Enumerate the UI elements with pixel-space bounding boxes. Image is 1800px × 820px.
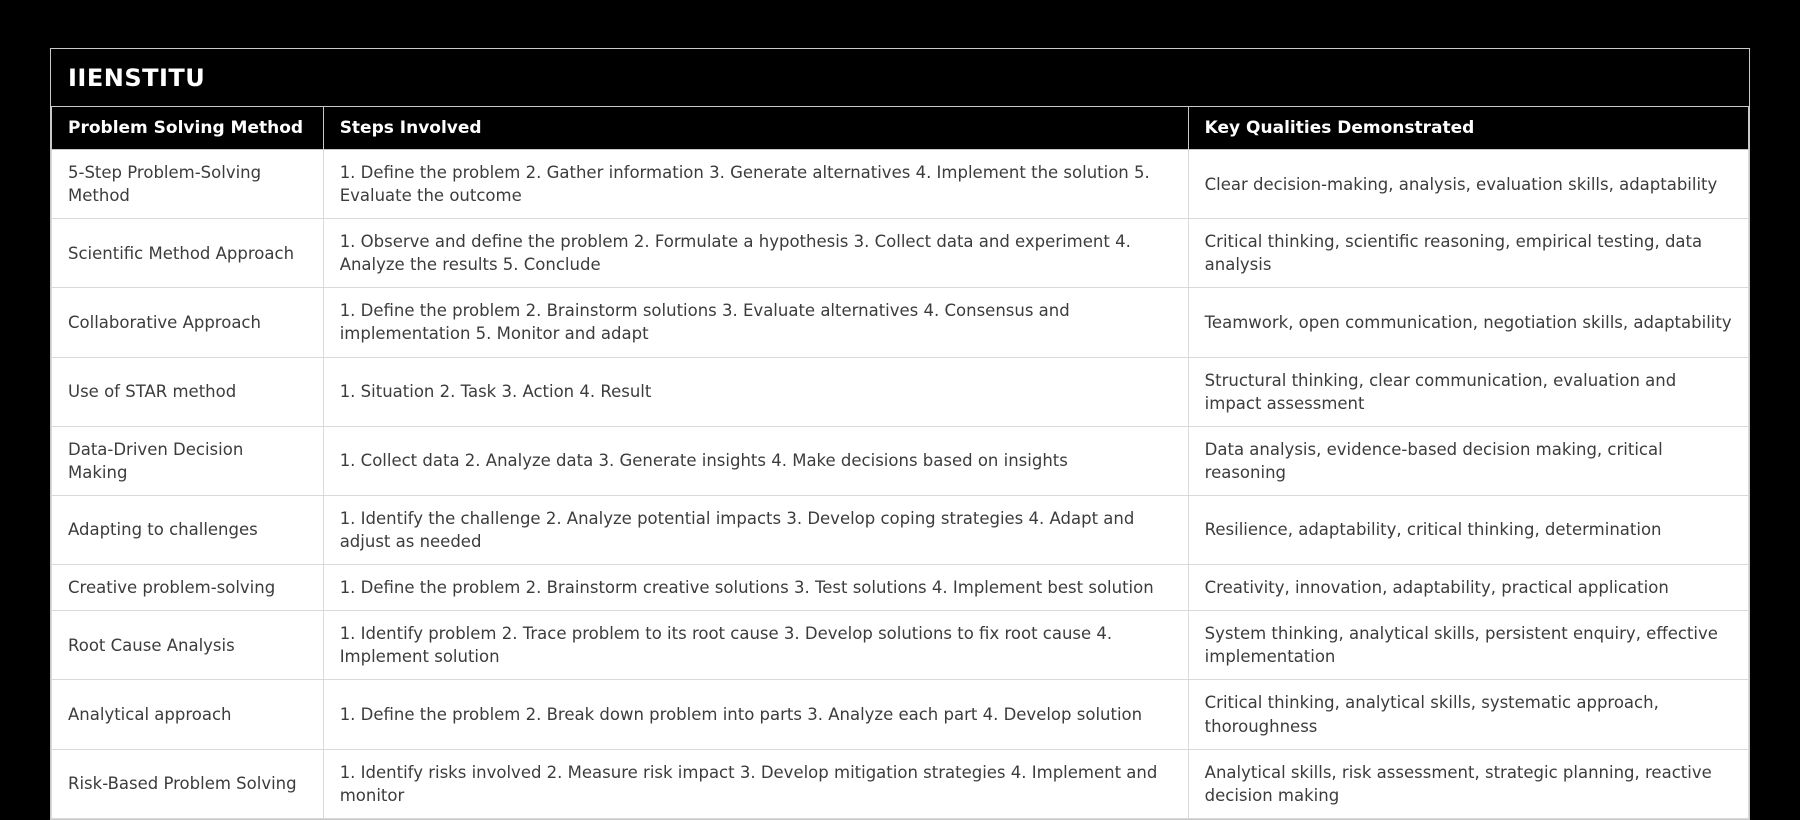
table-row <box>52 426 1749 495</box>
cell-method: Use of STAR method <box>52 357 324 426</box>
cell-steps: 1. Collect data 2. Analyze data 3. Generate insights 4. Make decisions based on insights <box>323 426 1188 495</box>
table-body <box>52 150 1749 819</box>
cell-steps: 1. Situation 2. Task 3. Action 4. Result <box>323 357 1188 426</box>
cell-qualities: Creativity, innovation, adaptability, practical application <box>1188 565 1748 611</box>
column-header-method: Problem Solving Method <box>52 107 324 150</box>
cell-qualities: Resilience, adaptability, critical thinking, determination <box>1188 495 1748 564</box>
cell-steps: 1. Identify problem 2. Trace problem to its root cause 3. Develop solutions to fix root cause 4. Implement solution <box>323 611 1188 680</box>
table-row <box>52 565 1749 611</box>
cell-qualities: Clear decision-making, analysis, evaluation skills, adaptability <box>1188 150 1748 219</box>
table-row <box>52 611 1749 680</box>
cell-qualities: Critical thinking, analytical skills, systematic approach, thoroughness <box>1188 680 1748 749</box>
cell-steps: 1. Define the problem 2. Gather information 3. Generate alternatives 4. Implement the solution 5. Evaluate the outcome <box>323 150 1188 219</box>
cell-method: 5-Step Problem-Solving Method <box>52 150 324 219</box>
table-row <box>52 150 1749 219</box>
cell-method: Adapting to challenges <box>52 495 324 564</box>
cell-method: Analytical approach <box>52 680 324 749</box>
cell-steps: 1. Identify the challenge 2. Analyze potential impacts 3. Develop coping strategies 4. Adapt and adjust as needed <box>323 495 1188 564</box>
cell-qualities: Structural thinking, clear communication, evaluation and impact assessment <box>1188 357 1748 426</box>
table-row <box>52 495 1749 564</box>
table-row <box>52 749 1749 818</box>
column-header-qualities: Key Qualities Demonstrated <box>1188 107 1748 150</box>
page-title: IIENSTITU <box>51 49 1749 106</box>
table-row <box>52 680 1749 749</box>
table-row <box>52 288 1749 357</box>
cell-steps: 1. Define the problem 2. Brainstorm solutions 3. Evaluate alternatives 4. Consensus and implementation 5. Monitor and adapt <box>323 288 1188 357</box>
cell-qualities: Data analysis, evidence-based decision making, critical reasoning <box>1188 426 1748 495</box>
cell-steps: 1. Identify risks involved 2. Measure risk impact 3. Develop mitigation strategies 4. Implement and monitor <box>323 749 1188 818</box>
table-row <box>52 219 1749 288</box>
problem-solving-table <box>51 106 1749 819</box>
cell-qualities: Critical thinking, scientific reasoning, empirical testing, data analysis <box>1188 219 1748 288</box>
table-row <box>52 357 1749 426</box>
cell-qualities: System thinking, analytical skills, persistent enquiry, effective implementation <box>1188 611 1748 680</box>
table-card <box>50 48 1750 820</box>
cell-qualities: Analytical skills, risk assessment, strategic planning, reactive decision making <box>1188 749 1748 818</box>
cell-steps: 1. Define the problem 2. Brainstorm creative solutions 3. Test solutions 4. Implement best solution <box>323 565 1188 611</box>
cell-method: Data-Driven Decision Making <box>52 426 324 495</box>
cell-steps: 1. Observe and define the problem 2. Formulate a hypothesis 3. Collect data and experiment 4. Analyze the results 5. Conclude <box>323 219 1188 288</box>
cell-method: Creative problem-solving <box>52 565 324 611</box>
cell-method: Risk-Based Problem Solving <box>52 749 324 818</box>
cell-steps: 1. Define the problem 2. Break down problem into parts 3. Analyze each part 4. Develop solution <box>323 680 1188 749</box>
cell-method: Root Cause Analysis <box>52 611 324 680</box>
cell-method: Collaborative Approach <box>52 288 324 357</box>
cell-method: Scientific Method Approach <box>52 219 324 288</box>
cell-qualities: Teamwork, open communication, negotiation skills, adaptability <box>1188 288 1748 357</box>
table-header-row <box>52 107 1749 150</box>
column-header-steps: Steps Involved <box>323 107 1188 150</box>
